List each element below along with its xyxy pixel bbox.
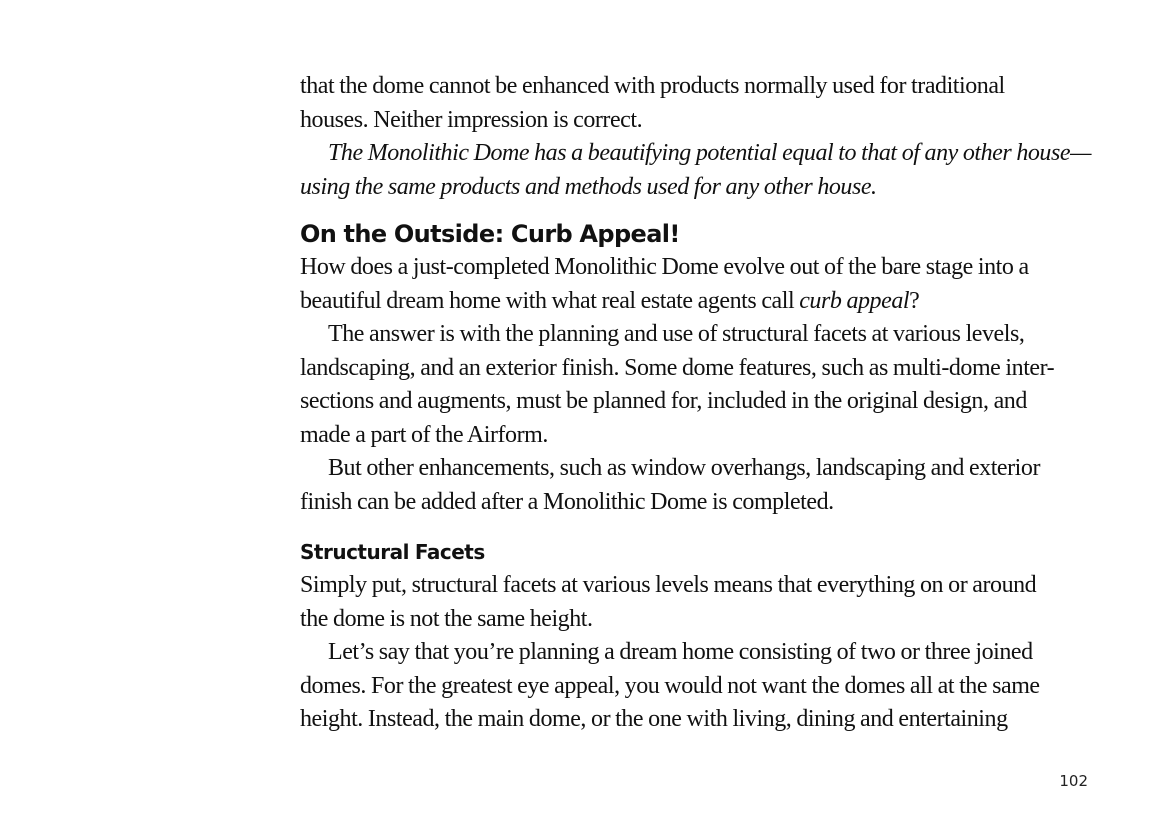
- text-line: The Monolithic Dome has a beautifying potential equal to that of any other house—: [328, 140, 1091, 166]
- text-run: beautiful dream home with what real estate agents call: [300, 287, 800, 314]
- italic-term: curb appeal: [799, 287, 910, 314]
- text-line: Let’s say that you’re planning a dream home consisting of two or three joined: [328, 639, 1033, 665]
- text-run: ?: [909, 287, 920, 314]
- text-line: landscaping, and an exterior finish. Some dome features, such as multi-dome inter-: [300, 354, 1055, 381]
- subsection-paragraph-2: [300, 636, 1090, 737]
- text-line: Simply put, structural facets at various levels means that everything on or around: [300, 572, 1037, 598]
- text-line: the dome is not the same height.: [300, 605, 593, 632]
- text-line: that the dome cannot be enhanced with products normally used for traditional: [300, 73, 1005, 99]
- section-paragraph-1: [300, 251, 1090, 318]
- section-paragraph-3: [300, 452, 1090, 519]
- text-line: made a part of the Airform.: [300, 421, 548, 448]
- section-paragraph-2: [300, 318, 1090, 452]
- text-line: height. Instead, the main dome, or the one with living, dining and entertaining: [300, 706, 1008, 732]
- text-line: How does a just-completed Monolithic Dome evolve out of the bare stage into a: [300, 254, 1029, 280]
- text-line: But other enhancements, such as window overhangs, landscaping and exterior: [328, 455, 1040, 481]
- text-line: houses. Neither impression is correct.: [300, 106, 643, 133]
- text-line: domes. For the greatest eye appeal, you would not want the domes all at the same: [300, 672, 1040, 699]
- text-line: finish can be added after a Monolithic Dome is completed.: [300, 488, 834, 515]
- section-heading: On the Outside: Curb Appeal!: [300, 220, 680, 248]
- intro-paragraph: [300, 70, 1090, 137]
- text-line: The answer is with the planning and use of structural facets at various levels,: [328, 321, 1025, 347]
- text-line: [300, 285, 1090, 319]
- text-line: using the same products and methods used for any other house.: [300, 173, 877, 200]
- page-body: [300, 70, 1090, 737]
- italic-statement: [300, 137, 1090, 204]
- subsection-heading: Structural Facets: [300, 540, 485, 564]
- text-line: sections and augments, must be planned for, included in the original design, and: [300, 388, 1027, 414]
- page-number: 102: [1059, 772, 1088, 790]
- subsection-paragraph-1: [300, 569, 1090, 636]
